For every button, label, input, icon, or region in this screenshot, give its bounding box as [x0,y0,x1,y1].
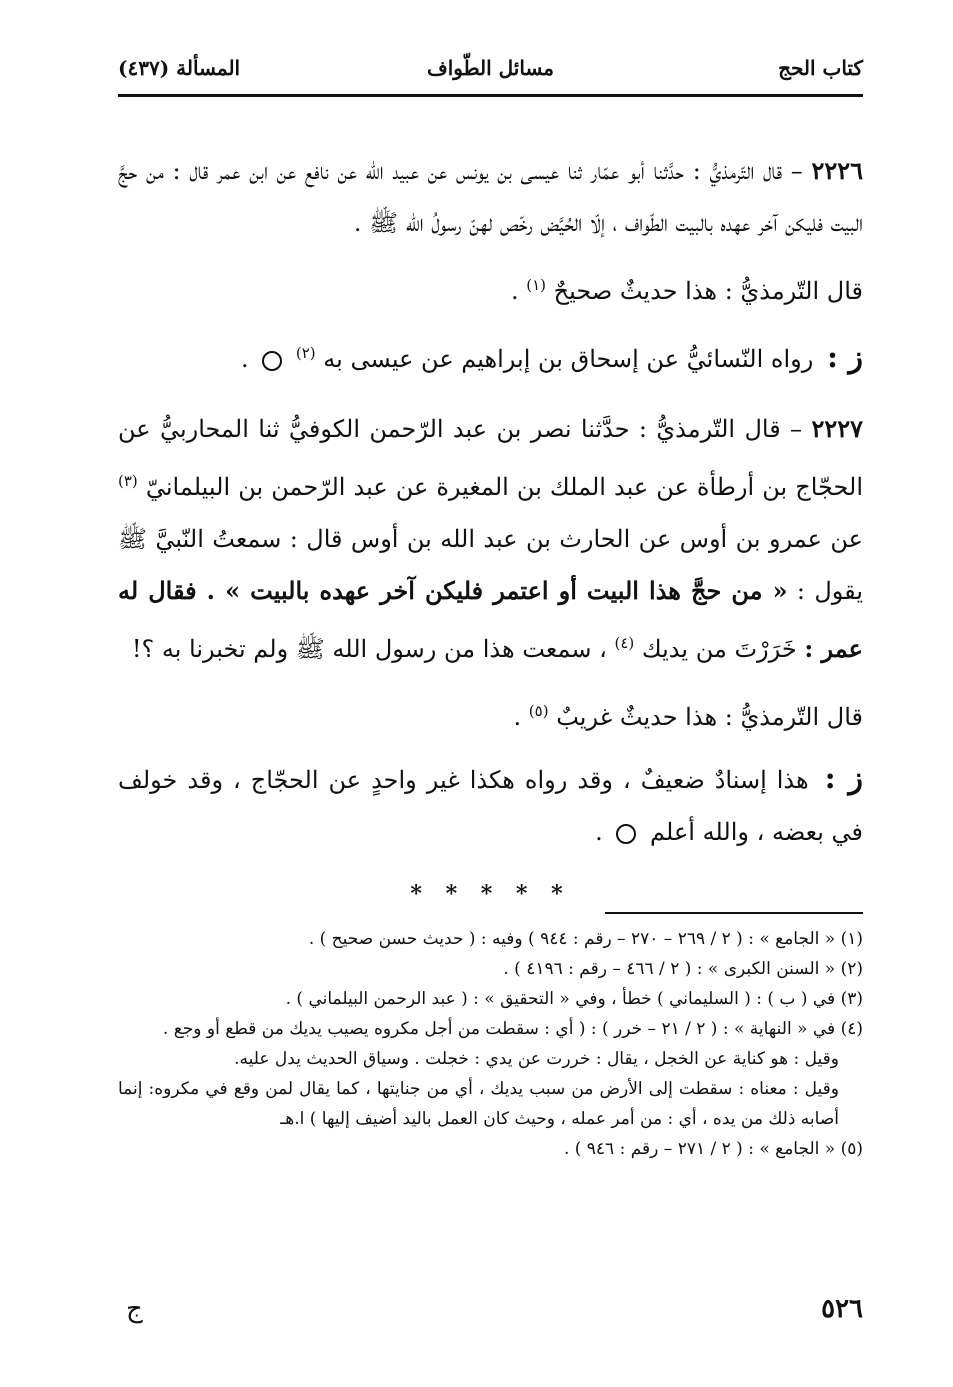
note-symbol: ز : [824,761,863,796]
footnote-item: وقيل : معناه : سقطت إلى الأرض من سبب يديك ، أي من جنايتها ، كما يقال لمن وقع في مكروه: إنما أصابه ذلك من يده ، أي : من أمر عمله ، وحيث كان العمل باليد أضيف إليها ) ا.هـ [118,1079,839,1129]
hadith-grade: قال التّرمذيُّ : هذا حديثٌ غريبٌ $^{(٥)}$ . [513,702,863,731]
footnotes [118,924,863,1164]
hadith-2226 [118,145,863,249]
note-symbol: ز : [826,340,863,375]
editor-note: ز : رواه النّسائيُّ عن إسحاق بن إبراهيم عن عيسى به $^{(٢)}$ . [240,340,863,375]
footnote-ref: (٥) [528,702,549,720]
footnote-divider [605,912,863,914]
footnote-ref: (٤) [614,634,635,652]
footnote-item: (٥) « الجامع » : ( ٢ / ٢٧١ – رقم : ٩٤٦ ) . [563,1139,863,1159]
hadith-grade: قال التّرمذيُّ : هذا حديثٌ صحيحٌ $^{(١)}$ . [510,276,863,305]
hadith-text: – قال التّرمذيُّ : حدَّثنا أبو عمّار ثنا عيسى بن يونس عن عبيد الله عن نافع عن ابن عمر قال : من حجَّ البيت فليكن آخر عهده بالبيت الطّواف ، إلّا الحُيَّض رخّص لهنّ رسولُ الله ﷺ . [118,157,863,237]
footnote-ref: (٣) [118,472,138,490]
page-number: ٥٢٦ [821,1294,863,1324]
footnote-item: (٤) في « النهاية » : ( ٢ / ٢١ – خرر ) : ( أي : سقطت من أجل مكروه يصيب يديك من قطع أو وجع . [162,1019,863,1039]
footnote-item: (١) « الجامع » : ( ٢ / ٢٦٩ – ٢٧٠ – رقم : ٩٤٤ ) وفيه : ( حديث حسن صحيح ) . [308,929,863,949]
end-circle-icon [616,824,636,844]
chapter-title: مسائل الطّواف [426,56,555,80]
hadith-number: ٢٢٢٦ [811,156,863,185]
footnote-item: (٢) « السنن الكبرى » : ( ٢ / ٤٦٦ – رقم : ٤١٩٦ ) . [503,959,863,979]
footnote-item: (٣) في ( ب ) : ( السليماني ) خطأ ، وفي « التحقيق » : ( عبد الرحمن البيلماني ) . [285,989,863,1009]
running-header [118,54,863,97]
main-text [118,145,863,920]
editor-note: ز : هذا إسنادٌ ضعيفٌ ، وقد رواه هكذا غير واحدٍ عن الحجّاج ، وقد خولف في بعضه ، والله أعلم . [118,761,863,846]
end-circle-icon [262,351,282,371]
footnote-ref: (٢) [295,344,316,362]
hadith-quote: « من حجَّ هذا البيت أو اعتمر فليكن آخر عهده بالبيت » . فقال له عمر : [118,576,863,663]
signature-mark: ج [126,1294,143,1324]
book-title: كتاب الحج [778,56,863,80]
page-footer [118,1294,863,1334]
hadith-2227: ٢٢٢٧ – قال التّرمذيُّ : حدَّثنا نصر بن عبد الرّحمن الكوفيُّ ثنا المحاربيُّ عن الحجّاج بن أرطأة عن عبد الملك بن المغيرة عن عبد الرّحمن بن البيلمانيّ $^{(٣)}$ عن عمرو بن أوس عن الحارث بن عبد الله بن أوس قال : سمعتُ النّبيَّ ﷺ يقول : « من حجَّ هذا البيت أو اعتمر فليكن آخر عهده بالبيت » . فقال له عمر : خَرَرْتَ من يديك $^{(٤)}$ ، سمعت هذا من رسول الله ﷺ ولم تخبرنا به ؟! [118,414,863,663]
document-page [118,40,863,1350]
section-separator: * * * * * [410,881,571,907]
hadith-number: ٢٢٢٧ [811,414,863,443]
footnote-ref: (١) [526,276,546,294]
issue-label: المسألة (٤٣٧) [118,56,241,80]
footnote-item: وقيل : هو كناية عن الخجل ، يقال : خررت عن يدي : خجلت . وسياق الحديث يدل عليه. [234,1049,839,1069]
